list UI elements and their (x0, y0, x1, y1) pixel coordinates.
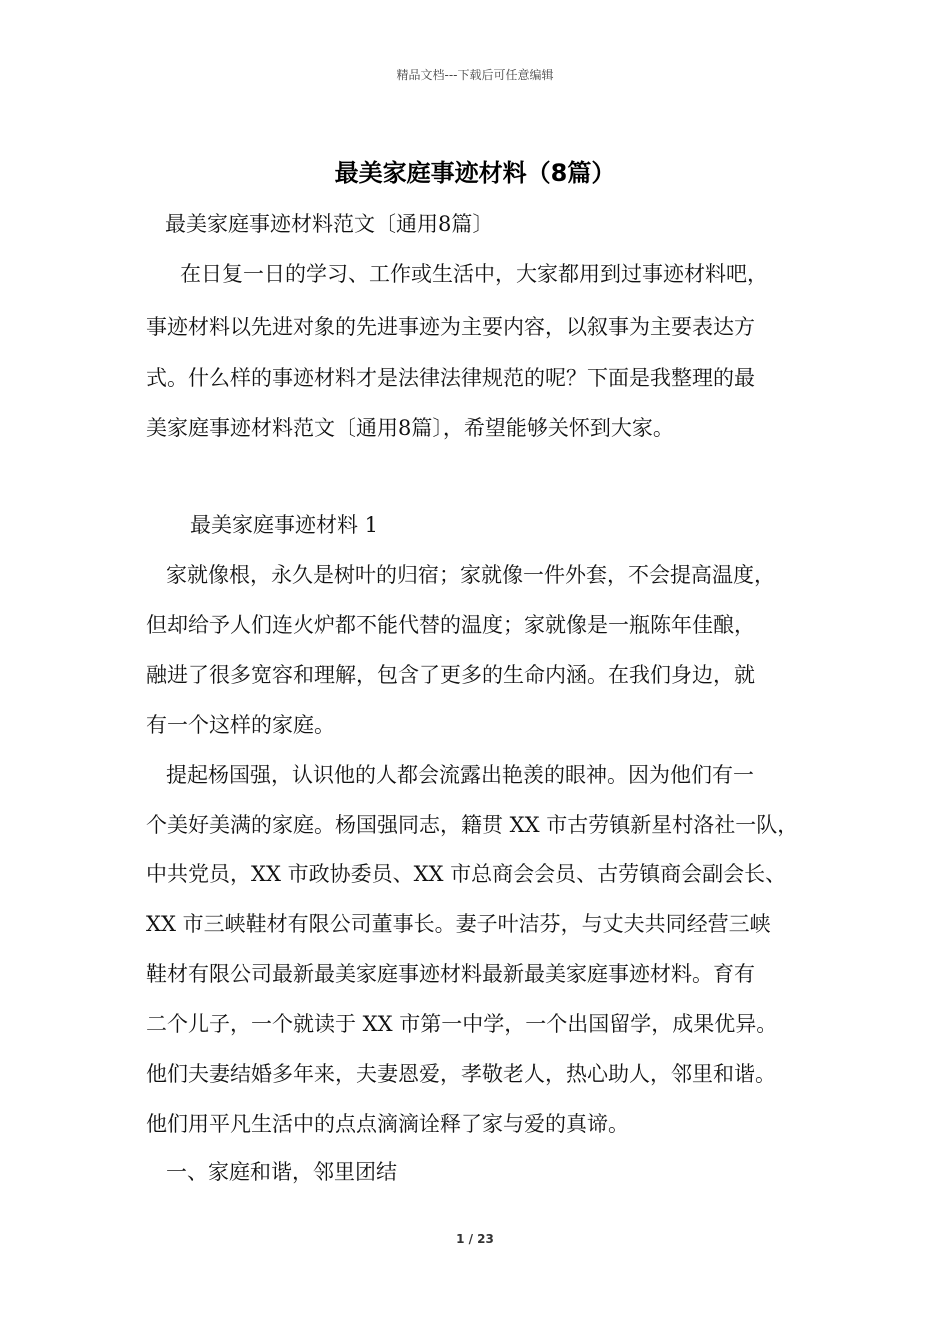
header-note: 精品文档---下载后可任意编辑 (396, 68, 554, 82)
section-heading: 最美家庭事迹材料 1 (190, 513, 379, 537)
paragraph-line: 他们用平凡生活中的点点滴滴诠释了家与爱的真谛。 (146, 1112, 629, 1136)
paragraph-line: 融进了很多宽容和理解，包含了更多的生命内涵。在我们身边，就 (146, 663, 755, 687)
paragraph-line: 个美好美满的家庭。杨国强同志，籍贯 XX 市古劳镇新星村洛社一队， (146, 813, 799, 837)
paragraph-line: 二个儿子，一个就读于 XX 市第一中学，一个出国留学，成果优异。 (146, 1012, 778, 1036)
paragraph-line: 家就像根，永久是树叶的归宿；家就像一件外套，不会提高温度， (166, 563, 775, 587)
paragraph-line: 鞋材有限公司最新最美家庭事迹材料最新最美家庭事迹材料。育有 (146, 962, 755, 986)
paragraph-line: 但却给予人们连火炉都不能代替的温度；家就像是一瓶陈年佳酿， (146, 613, 755, 637)
document-title: 最美家庭事迹材料（8篇） (334, 159, 616, 187)
intro-line: 在日复一日的学习、工作或生活中，大家都用到过事迹材料吧， (180, 262, 768, 286)
paragraph-line: XX 市三峡鞋材有限公司董事长。妻子叶洁芬，与丈夫共同经营三峡 (146, 912, 771, 936)
document-subtitle: 最美家庭事迹材料范文〔通用8篇〕 (165, 212, 494, 236)
intro-line: 式。什么样的事迹材料才是法律法律规范的呢？下面是我整理的最 (146, 366, 755, 390)
paragraph-line: 提起杨国强，认识他的人都会流露出艳羡的眼神。因为他们有一 (166, 763, 754, 787)
intro-line: 事迹材料以先进对象的先进事迹为主要内容，以叙事为主要表达方 (146, 315, 755, 339)
intro-line: 美家庭事迹材料范文〔通用8篇〕，希望能够关怀到大家。 (146, 416, 674, 440)
paragraph-line: 他们夫妻结婚多年来，夫妻恩爱，孝敬老人，热心助人，邻里和谐。 (146, 1062, 776, 1086)
subheading: 一、家庭和谐，邻里团结 (166, 1160, 397, 1184)
paragraph-line: 中共党员，XX 市政协委员、XX 市总商会会员、古劳镇商会副会长、 (146, 862, 787, 886)
page-number: 1 / 23 (456, 1232, 494, 1246)
paragraph-line: 有一个这样的家庭。 (146, 713, 335, 737)
